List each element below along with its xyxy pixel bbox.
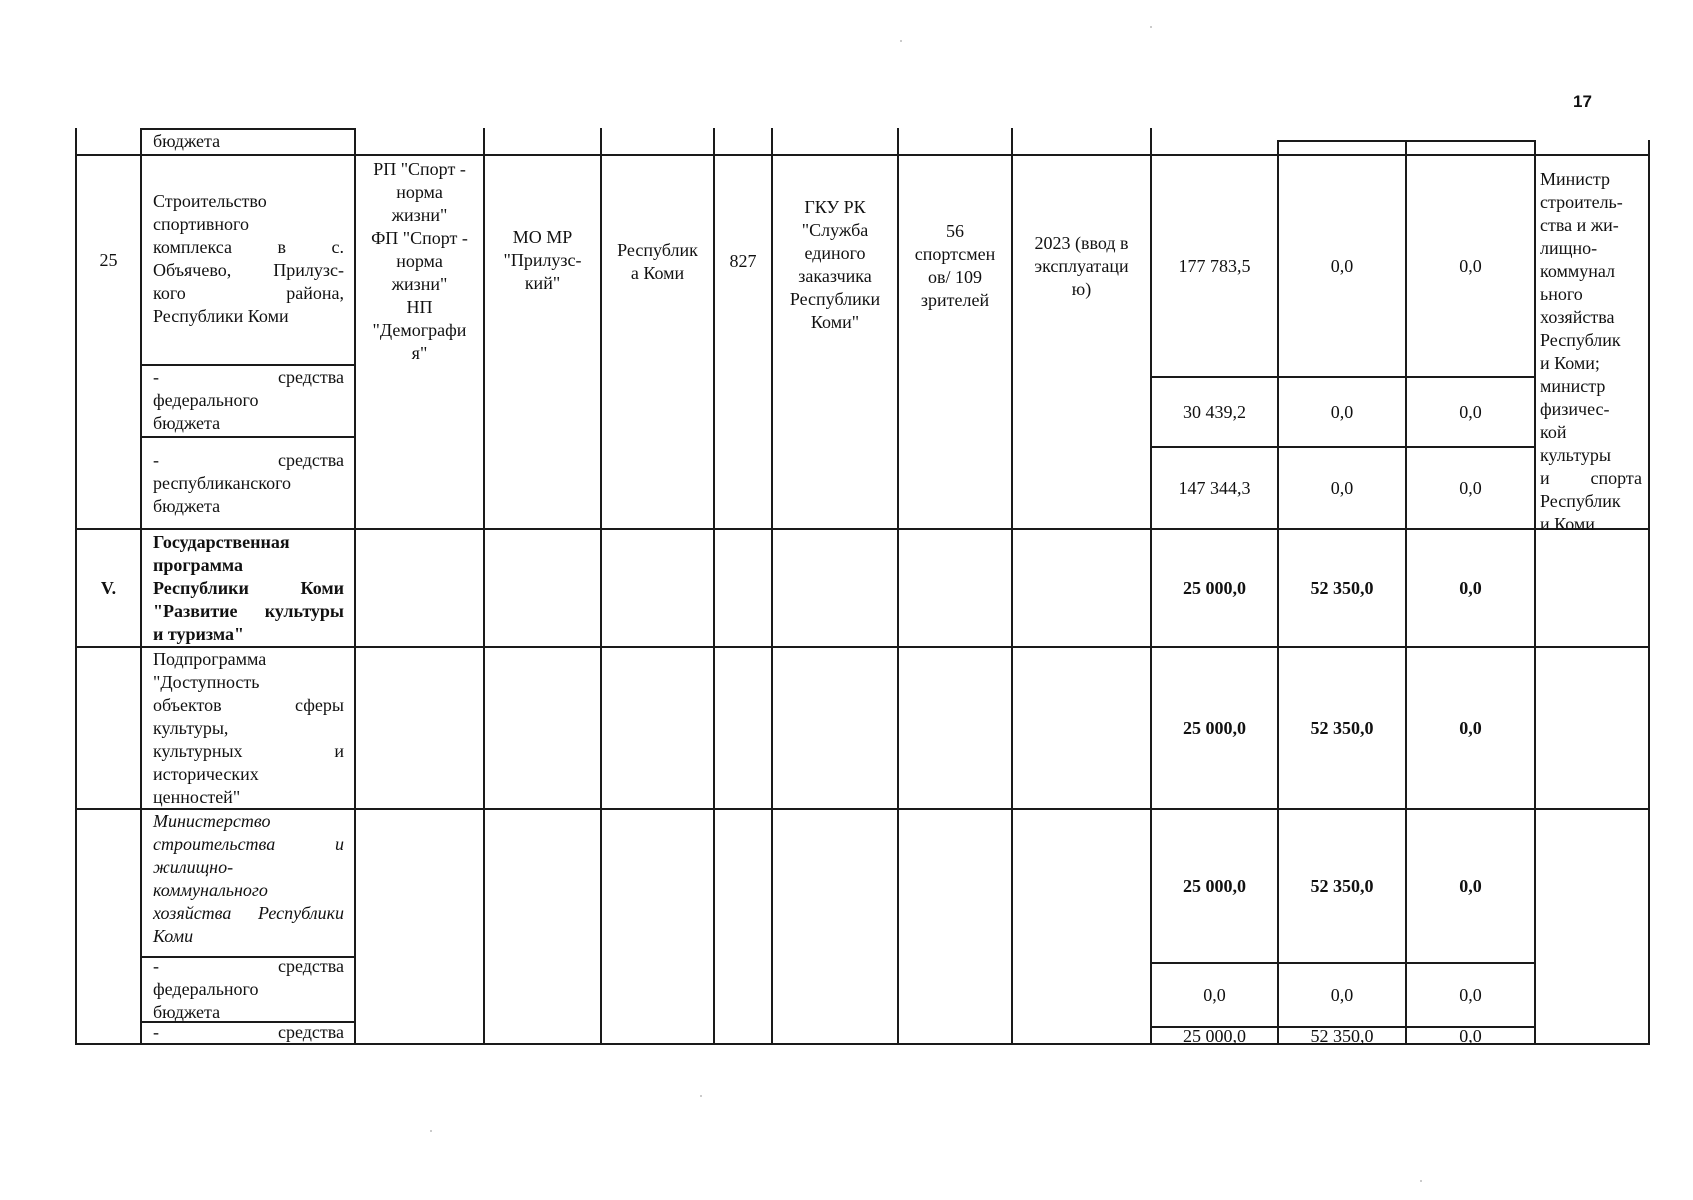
row-v-value-1: 25 000,0 [1183, 577, 1246, 598]
grid-line [1534, 140, 1536, 1045]
row-25-responsible: Министр строитель- ства и жи- лищно- коммунал ьного хозяйства Республик и Коми; министр физичес- кой культуры и спорта Республик и Коми [1540, 169, 1642, 534]
row-25-federal-label: - средства федерального бюджета [153, 367, 344, 433]
row-25-municipality: МО МР "Прилузс- кий" [503, 227, 582, 293]
scan-speck [1150, 26, 1152, 28]
row-25-republican-value-2: 0,0 [1330, 477, 1354, 498]
ministry-title: Министерство строительства и жилищно- коммунального хозяйства Республики Коми [153, 811, 344, 946]
row-v-value-3: 0,0 [1459, 577, 1482, 598]
subprogram-value-1: 25 000,0 [1183, 717, 1246, 738]
row-25-federal-value-1: 30 439,2 [1183, 401, 1246, 422]
row-25-ownership: Республик а Коми [617, 240, 698, 283]
ministry-value-2: 52 350,0 [1310, 875, 1374, 896]
ministry-last-value-3: 0,0 [1459, 1025, 1482, 1046]
ministry-federal-value-1: 0,0 [1203, 984, 1226, 1005]
row-v-number: V. [100, 577, 117, 598]
subprogram-value-2: 52 350,0 [1310, 717, 1374, 738]
row-v-title: Государственная программа Республики Коми "Развитие культуры и туризма" [153, 532, 344, 644]
row-25-republican-label: - средства республиканского бюджета [153, 450, 344, 516]
row-25-customer: ГКУ РК "Служба единого заказчика Республики Коми" [789, 197, 881, 332]
subprogram-title: Подпрограмма "Доступность объектов сферы культуры, культурных и исторических ценностей" [153, 649, 344, 807]
row-25-value-1: 177 783,5 [1178, 255, 1251, 276]
scan-speck [430, 1130, 432, 1132]
row-25-code: 827 [729, 251, 757, 271]
ministry-last-label: - средства [153, 1022, 344, 1042]
ministry-value-1: 25 000,0 [1183, 875, 1246, 896]
ministry-federal-value-3: 0,0 [1459, 984, 1482, 1005]
row-v-value-2: 52 350,0 [1310, 577, 1374, 598]
continuation-label: бюджета [153, 131, 221, 151]
grid-line [140, 436, 356, 438]
page-number: 17 [1573, 92, 1592, 111]
grid-line [1648, 140, 1650, 1045]
ministry-federal-label: - средства федерального бюджета [153, 956, 344, 1022]
row-25-value-3: 0,0 [1459, 255, 1482, 276]
row-25-term: 2023 (ввод в эксплуатаци ю) [1034, 233, 1129, 299]
row-25-value-2: 0,0 [1330, 255, 1354, 276]
row-25-projects: РП "Спорт - норма жизни" ФП "Спорт - норма жизни" НП "Демографи я" [371, 159, 468, 363]
ministry-last-value-2: 52 350,0 [1310, 1025, 1374, 1046]
row-25-title: Строительство спортивного комплекса в с. Объячево, Прилузс- кого района, Республики Коми [153, 191, 344, 326]
row-25-republican-value-1: 147 344,3 [1178, 477, 1251, 498]
scan-speck [900, 40, 902, 42]
budget-table [75, 128, 1650, 1060]
subprogram-value-3: 0,0 [1459, 717, 1482, 738]
ministry-last-value-1: 25 000,0 [1183, 1025, 1246, 1046]
ministry-federal-value-2: 0,0 [1330, 984, 1354, 1005]
scan-speck [700, 1095, 702, 1097]
row-25-republican-value-3: 0,0 [1459, 477, 1482, 498]
ministry-value-3: 0,0 [1459, 875, 1482, 896]
scan-speck [1420, 1180, 1422, 1182]
row-25-number: 25 [99, 249, 118, 270]
row-25-federal-value-2: 0,0 [1330, 401, 1354, 422]
row-25-federal-value-3: 0,0 [1459, 401, 1482, 422]
row-25-capacity: 56 спортсмен ов/ 109 зрителей [914, 221, 996, 310]
grid-line [1277, 140, 1534, 142]
